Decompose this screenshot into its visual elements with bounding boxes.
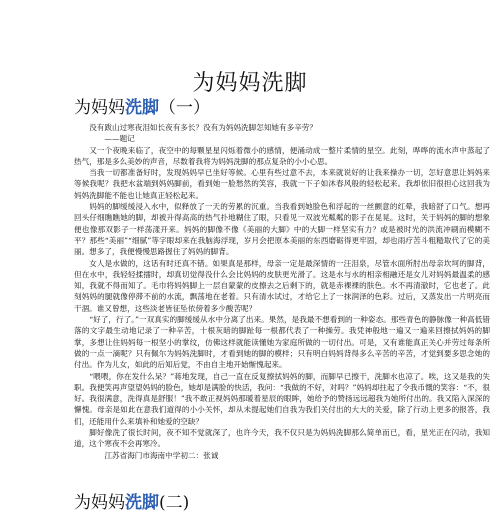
epigraph-label: ——题记 (104, 134, 135, 144)
paragraph: 又一个夜晚来临了，夜空中的每颗星星闪烁着微小的感情，便涌动成一整片柔情的星空。此刻，哗哗的流水声中蒸起了热气，那是多么美妙的声音，尽数着我将为妈妈洗脚的那点复杂的小小心思。 (74, 145, 490, 166)
section-heading-2-link[interactable]: 洗脚 (125, 493, 159, 513)
section-heading-2-text: 为妈妈 (74, 493, 125, 513)
paragraph: 妈妈的脚缓缓浸入水中，似释放了一天的劳累的沉重。当我看到她脸色和浮起的一丝颤意的红晕，我暗舒了口气。想再回头仔细瞧瞧她的脚，却被升得高高的热气扑地糊住了眼，只看见一双波光粼粼的影子在晃晃。这时，关于妈妈的脚的想象便也像那双影子一样荡漾开来。妈妈的脚像不像《美丽的大脚》中的大脚一样坚实有力？或是被时光的洪流冲刷而模糊不平？那些“美丽”“细腻”等字眼却来在我脑海浮现，岁月会把原本美丽的东西磨砺得更牢固，却也雨疗苦斗粗糙取代了它的美丽。想多了，我便慢慢思路握住了妈妈的脚背。 (74, 202, 490, 257)
section-heading-1-text: 为妈妈 (74, 98, 125, 118)
section-heading-2 (74, 492, 189, 514)
author-line: 江苏省海门市海南中学初二：张诚 (104, 450, 219, 460)
paragraph: 当我一切都准备好时，发现妈妈早已坐好等候。心里有些过意不去，本来就说好的让我来操办一切，怎好意思让妈妈来等候我呢？我把水盆端到妈妈脚前，看到她一脸愁然的笑容，我就一下子如沐春风般的轻松起来。我却依旧很担心这回我为妈妈洗脚能不能也让她真正轻松起来。 (74, 168, 490, 200)
lead-question: 没有跋山过寒夜泪如长夜有多长？没有为妈妈洗脚怎知她有多辛劳？ (89, 123, 317, 132)
document-title: 为妈妈洗脚 (192, 71, 308, 96)
section-heading-1 (74, 97, 210, 119)
section-heading-1-link[interactable]: 洗脚 (125, 98, 159, 118)
article-body (74, 122, 490, 461)
paragraph: “喂喂，你在发什么呆？”蒋地发现，自己一直在反复擦拭妈妈的脚，而脚早已擦干，洗脚水也凉了。唉，这又是我的失职。我便笑再声望望妈妈的脸色，她却是满脸的快活，我问：“我做的不好，对吗？”妈妈却拄起了令我币慨的笑容：“不，很好。我很满意，洗得真是舒服！”我不敢正视妈妈那暖着星辰的眼眸，她给予的赞扬远远超我为她所付出的。我又陷入深深的懈愧。母亲是如此在意我们道得的小小关怀，却从未提起她们自我为我们关付出的大大的关爱，除了行动上更多的报答，我们，还能用什么来填补和她爱的空缺？ (74, 371, 490, 426)
section-heading-2-suffix: (二) (159, 493, 190, 513)
paragraph: 脚好像洗了很长时间，夜不知不觉就深了，也许今天，我不仅只是为妈妈洗脚那么简单而已，看，星光正在闪动，我知道，这个寒夜不会再寒冷。 (74, 428, 490, 449)
paragraph: “好了，行了。”一双真实的脚缓缓从水中分离了出来。果然，是我最不想看到的一种姿态。那些青色的静脉像一种高低错落的文字最生动地记录了一种辛苦，十根灰暗的脚趾每一根都代表了一种操劳。我凭神般地一遍又一遍来回擦拭妈妈的脚掌，多想让住妈妈每一根坚小的掌纹，仿佛这样就能读懂她为家庭所做的一切付出。可是，又有谁能真正关心并劳过每条所做的一点一滴呢？只有佩尔为妈妈洗脚时，才看到她的脚的模样；只有明白妈妈背得多么辛苦的辛苦，才觉到要多思念她的付出。作为儿女，如此的后知后觉，不由自主地开始惭愧起来。 (74, 315, 490, 370)
section-heading-1-suffix: （一） (159, 98, 210, 118)
paragraph: 女人是水做的，这话有时还真不错。如果真是那样，母亲一定是最深情的一汪泪泉，尽管水面所肘出母亲坎坷的脚背，但在水中，我轻轻揉擂时，却真切觉得没什么会比妈妈的皮肤更光滑了。这是水与水的相亲相融还是女儿对妈妈最温柔的感知，我就不得而知了。毛巾将妈妈脚上一层自蒙蒙的皮擦去之后剩下的，就是赤裸裸的肤色。水不再清澈时，它也老了。此刻妈妈的腿就像停滞不前的水流，飘荡地在老着。只有清水试过，才给它上了一抹润泽的色彩。过后，又蒸发出一片明亮而干涸。谁又曾想，这些淡老皆征坠依傍着多少酸苦呢？ (74, 258, 490, 313)
